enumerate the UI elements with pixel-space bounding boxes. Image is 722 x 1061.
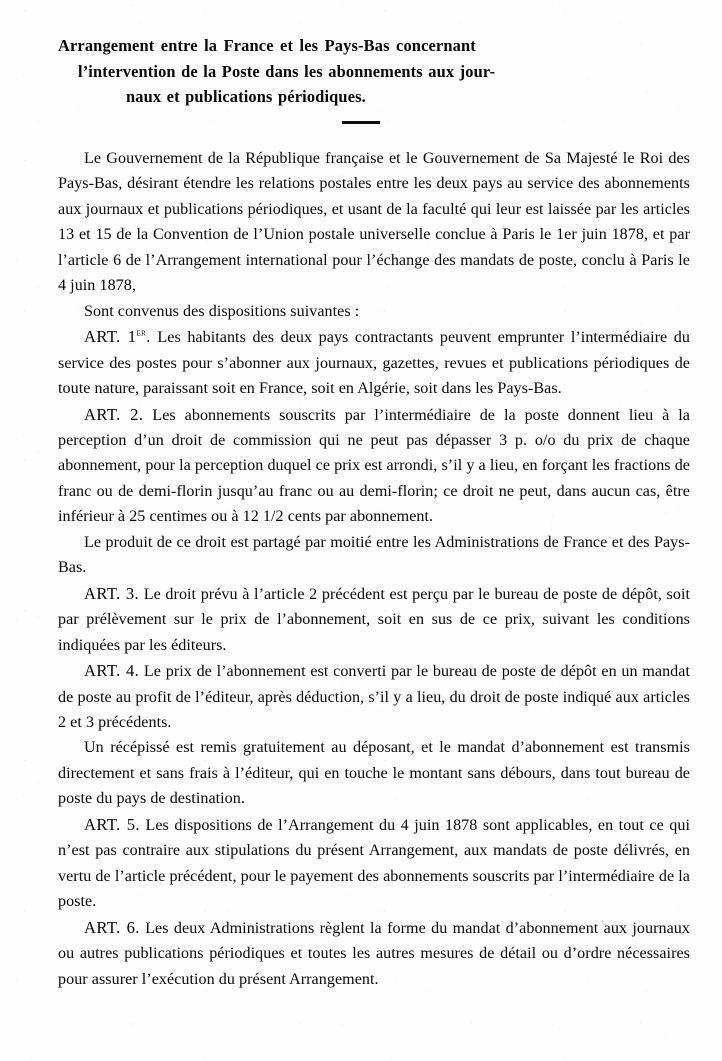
title-line-3: naux et publications périodiques. [126, 87, 366, 106]
page-title [48, 33, 678, 110]
art-4-number: 4. [125, 661, 140, 681]
art-word-5: A [84, 814, 97, 834]
art-6-number: 6. [126, 917, 140, 937]
art-word-5-rt: RT [96, 814, 117, 834]
art-1-number: 1 [127, 327, 137, 347]
paragraph-preamble [58, 146, 690, 299]
paragraph-article-6 [58, 915, 690, 992]
art-word-3-rt: RT [96, 583, 117, 603]
art-6-dot: . [116, 917, 121, 937]
art-2-number: 2. [130, 404, 144, 424]
title-divider-rule [342, 121, 380, 124]
art-3-number: 3. [125, 583, 140, 603]
art-word-4-rt: RT [96, 661, 117, 681]
article-2-label [84, 405, 143, 424]
art-1-trailing-dot: . [146, 327, 151, 347]
art-4-dot: . [116, 661, 121, 681]
paragraph-article-3 [58, 581, 690, 658]
paragraph-produit [58, 530, 690, 581]
title-line-2: l’intervention de la Poste dans les abonnements aux jour- [78, 61, 496, 81]
art-1-dot: . [116, 327, 121, 347]
article-4-label [84, 661, 139, 680]
convenus-text: Sont convenus des dispositions suivantes : [84, 302, 360, 320]
paragraph-convenus [58, 299, 690, 324]
article-1-label [84, 327, 151, 346]
paragraph-article-1 [58, 324, 690, 401]
article-5-text: Les dispositions de l’Arrangement du 4 juin 1878 sont applicables, en tout ce qui n’est pas contraire aux stipulations du présent Arrangement, aux mandats de poste délivrés, en vertu de l’article précédent, pour le payement des abonnements souscrits par l’intermédiaire de la poste. [58, 816, 690, 911]
art-3-dot: . [116, 583, 121, 603]
art-word-2: A [84, 404, 97, 424]
art-word-6: A [84, 917, 97, 937]
article-1-text: Les habitants des deux pays contractants peuvent emprunter l’intermédiaire du service des postes pour s’abonner aux journaux, gazettes, revues et publications périodiques de toute nature, paraissant soit en France, soit en Algérie, soit dans les Pays-Bas. [58, 329, 690, 398]
art-word-1: A [84, 327, 97, 347]
art-word-2-rt: RT [96, 404, 117, 424]
document-body [58, 146, 690, 992]
paragraph-article-2 [58, 402, 690, 530]
paragraph-article-4 [58, 658, 690, 735]
preamble-text: Le Gouvernement de la République française et le Gouvernement de Sa Majesté le Roi des Pays-Bas, désirant étendre les relations postales entre les deux pays au service des abonnements aux journaux et publications périodiques, et usant de la faculté qui leur est laissée par les articles 13 et 15 de la Convention de l’Union postale universelle conclue à Paris le 1er juin 1878, et par l’article 6 de l’Arrangement international pour l’échange des mandats de poste, conclu à Paris le 4 juin 1878, [58, 150, 690, 295]
recepisse-text: Un récépissé est remis gratuitement au déposant, et le mandat d’abonnement est transmis directement et sans frais à l’éditeur, qui en touche le montant sans débours, dans tout bureau de poste du pays de destination. [58, 739, 690, 808]
title-line-1: Arrangement entre la France et les Pays-Bas concernant [58, 36, 476, 55]
art-word-3: A [84, 583, 97, 603]
article-5-label [84, 815, 140, 834]
art-5-number: 5. [126, 814, 140, 834]
article-2-text: Les abonnements souscrits par l’intermédiaire de la poste donnent lieu à la perception d’un droit de commission qui ne peut pas dépasser 3 p. o/o du prix de chaque abonnement, pour la perception duquel ce prix est arrondi, s’il y a lieu, en forçant les fractions de franc ou de demi-florin jusqu’au franc ou au demi-florin; ce droit ne peut, dans aucun cas, être inférieur à 25 centimes ou à 12 1/2 cents par abonnement. [58, 406, 690, 526]
art-1-ordinal: er [136, 327, 147, 339]
article-4-text: Le prix de l’abonnement est converti par le bureau de poste de dépôt en un mandat de poste au profit de l’éditeur, après déduction, s’il y a lieu, du droit de poste indiqué aux articles 2 et 3 précédents. [58, 663, 690, 731]
art-2-dot: . [116, 404, 121, 424]
article-6-text: Les deux Administrations règlent la forme du mandat d’abonnement aux journaux ou autres publications périodiques et toutes les autres mesures de détail ou d’ordre nécessaires pour assurer l’exécution du présent Arrangement. [58, 919, 691, 988]
art-word-4: A [84, 661, 97, 681]
art-5-dot: . [116, 814, 121, 834]
produit-text: Le produit de ce droit est partagé par moitié entre les Administrations de France et des Pays-Bas. [58, 533, 690, 577]
article-6-label [84, 918, 140, 937]
paragraph-article-5 [58, 812, 690, 915]
paragraph-recepisse [58, 735, 690, 811]
article-3-label [84, 584, 139, 603]
article-3-text: Le droit prévu à l’article 2 précédent est perçu par le bureau de poste de dépôt, soit par prélèvement sur le prix de l’abonnement, soit en sus de ce prix, suivant les conditions indiquées par les éditeurs. [58, 585, 690, 654]
art-word-6-rt: RT [96, 917, 117, 937]
art-word-1-rt: RT [96, 327, 117, 347]
